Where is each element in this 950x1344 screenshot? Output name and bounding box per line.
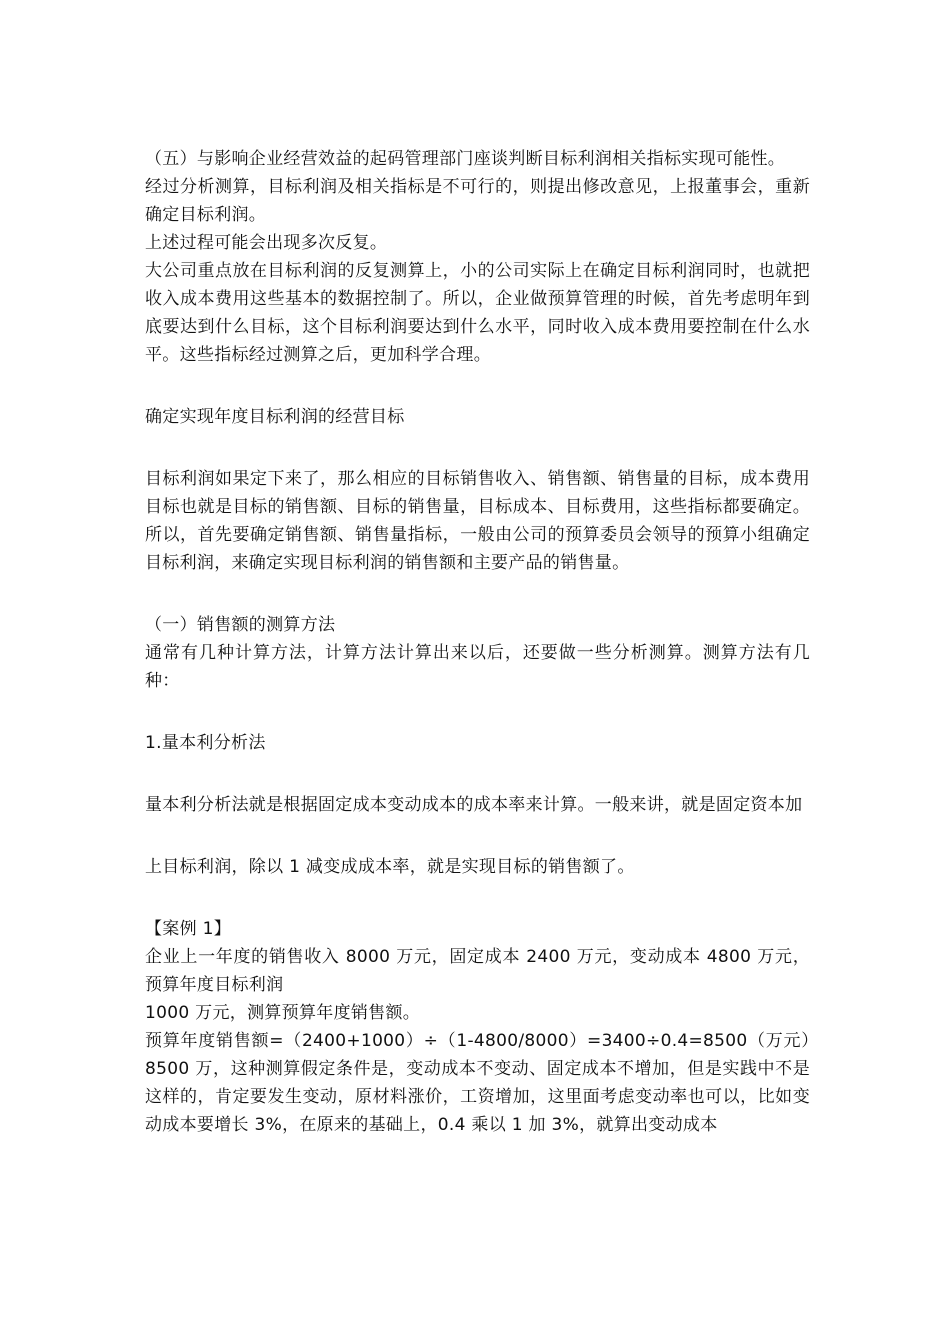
case-label: 【案例 1】 — [145, 919, 232, 939]
paragraph-cvp-definition: 量本利分析法就是根据固定成本变动成本的成本率来计算。一般来讲，就是固定资本加 — [145, 795, 803, 815]
paragraph-company-focus: 大公司重点放在目标利润的反复测算上，小的公司实际上在确定目标利润同时，也就把收入成本费用这些基本的数据控制了。所以，企业做预算管理的时候，首先考虑明年到底要达到什么目标，这个目标利润要达到什么水平，同时收入成本费用要控制在什么水平。这些指标经过测算之后，更加科学合理。 — [145, 261, 810, 365]
paragraph-calculation-methods: 通常有几种计算方法，计算方法计算出来以后，还要做一些分析测算。测算方法有几种： — [145, 643, 810, 691]
paragraph-revision: 经过分析测算，目标利润及相关指标是不可行的，则提出修改意见，上报董事会，重新确定目标利润。 — [145, 177, 810, 225]
paragraph-target-profit: 目标利润如果定下来了，那么相应的目标销售收入、销售额、销售量的目标，成本费用目标也就是目标的销售额、目标的销售量，目标成本、目标费用，这些指标都要确定。所以，首先要确定销售额、销售量指标，一般由公司的预算委员会领导的预算小组确定目标利润，来确定实现目标利润的销售额和主要产品的销售量。 — [145, 469, 810, 573]
paragraph-case-question: 1000 万元，测算预算年度销售额。 — [145, 1003, 421, 1023]
paragraph-section-five: （五）与影响企业经营效益的起码管理部门座谈判断目标利润相关指标实现可能性。 — [145, 149, 786, 169]
paragraph-case-data: 企业上一年度的销售收入 8000 万元，固定成本 2400 万元，变动成本 4800 万元，预算年度目标利润 — [145, 947, 810, 995]
paragraph-cvp-formula: 上目标利润，除以 1 减变成成本率，就是实现目标的销售额了。 — [145, 857, 635, 877]
paragraph-repeat: 上述过程可能会出现多次反复。 — [145, 233, 388, 253]
subheading-sales-method: （一）销售额的测算方法 — [145, 615, 336, 635]
section-heading-operating-goals: 确定实现年度目标利润的经营目标 — [145, 407, 405, 427]
subheading-cvp-analysis: 1.量本利分析法 — [145, 733, 266, 753]
document-page — [145, 145, 810, 1139]
paragraph-case-solution: 预算年度销售额=（2400+1000）÷（1-4800/8000）=3400÷0.4=8500（万元）8500 万，这种测算假定条件是，变动成本不变动、固定成本不增加，但是实践中不是这样的，肯定要发生变动，原材料涨价，工资增加，这里面考虑变动率也可以，比如变动成本要增长 3%，在原来的基础上，0.4 乘以 1 加 3%，就算出变动成本 — [145, 1031, 810, 1135]
